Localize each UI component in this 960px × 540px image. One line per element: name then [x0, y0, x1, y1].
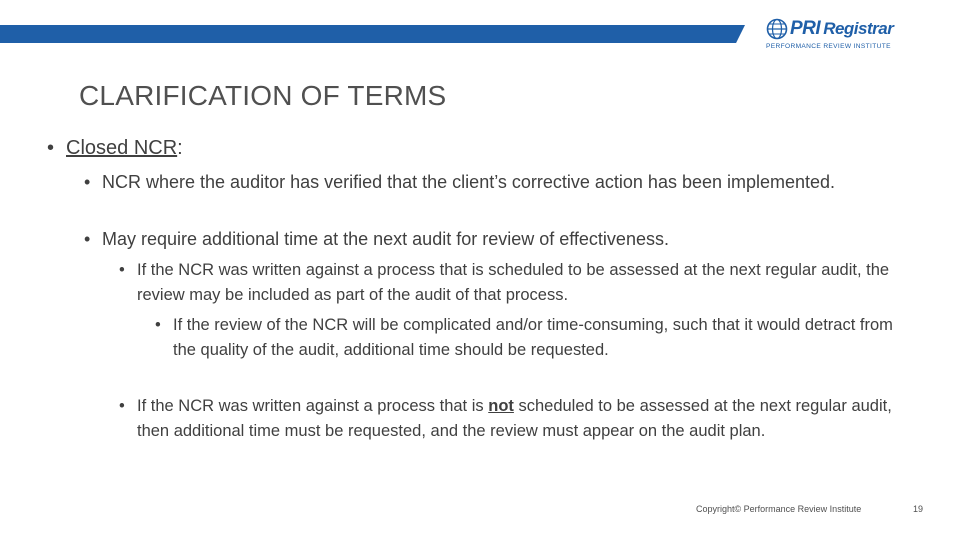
bullet-glyph: • [47, 137, 55, 159]
globe-icon [766, 18, 788, 40]
sub-bullet-text: If the NCR was written against a process that is scheduled to be assessed at the next regular audit, the review may be included as part of the audit of that process. [137, 261, 890, 304]
bullet-text: NCR where the auditor has verified that the client’s corrective action has been implemented. [102, 172, 836, 192]
slide-title: CLARIFICATION OF TERMS [79, 80, 447, 111]
bullet-glyph: • [119, 397, 125, 415]
sub-sub-bullet-text: If the review of the NCR will be complicated and/or time-consuming, such that it would detract from the quality of the audit, additional time should be requested. [173, 316, 893, 359]
sub-bullet-text-pre: If the NCR was written against a process that is [137, 397, 489, 415]
bullet-text: May require additional time at the next audit for review of effectiveness. [102, 229, 669, 249]
bullet-glyph: • [119, 261, 125, 279]
logo-suffix: Registrar [823, 19, 894, 38]
pri-registrar-logo [766, 18, 936, 54]
sub-sub-bullet-item [155, 313, 913, 363]
bullet-glyph: • [84, 229, 91, 249]
sub-bullet-text-post: scheduled to be assessed at the next regular audit, then additional time must be requested, and the review must appear on the audit plan. [137, 397, 892, 440]
copyright-notice: Copyright© Performance Review Institute [696, 504, 862, 514]
header-accent-bar [0, 25, 745, 43]
emphasis-not: not [488, 397, 514, 415]
term-suffix: : [177, 137, 183, 159]
logo-tagline: PERFORMANCE REVIEW INSTITUTE [766, 43, 891, 50]
term-item [47, 137, 183, 160]
bullet-glyph: • [84, 172, 91, 192]
bullet-glyph: • [155, 316, 161, 334]
bullet-item [84, 169, 892, 195]
page-number: 19 [913, 504, 924, 514]
sub-bullet-item [119, 394, 917, 444]
logo-name: PRI [790, 18, 821, 39]
term-label: Closed NCR [66, 137, 178, 159]
sub-bullet-item [119, 258, 917, 308]
bullet-item [84, 226, 892, 252]
